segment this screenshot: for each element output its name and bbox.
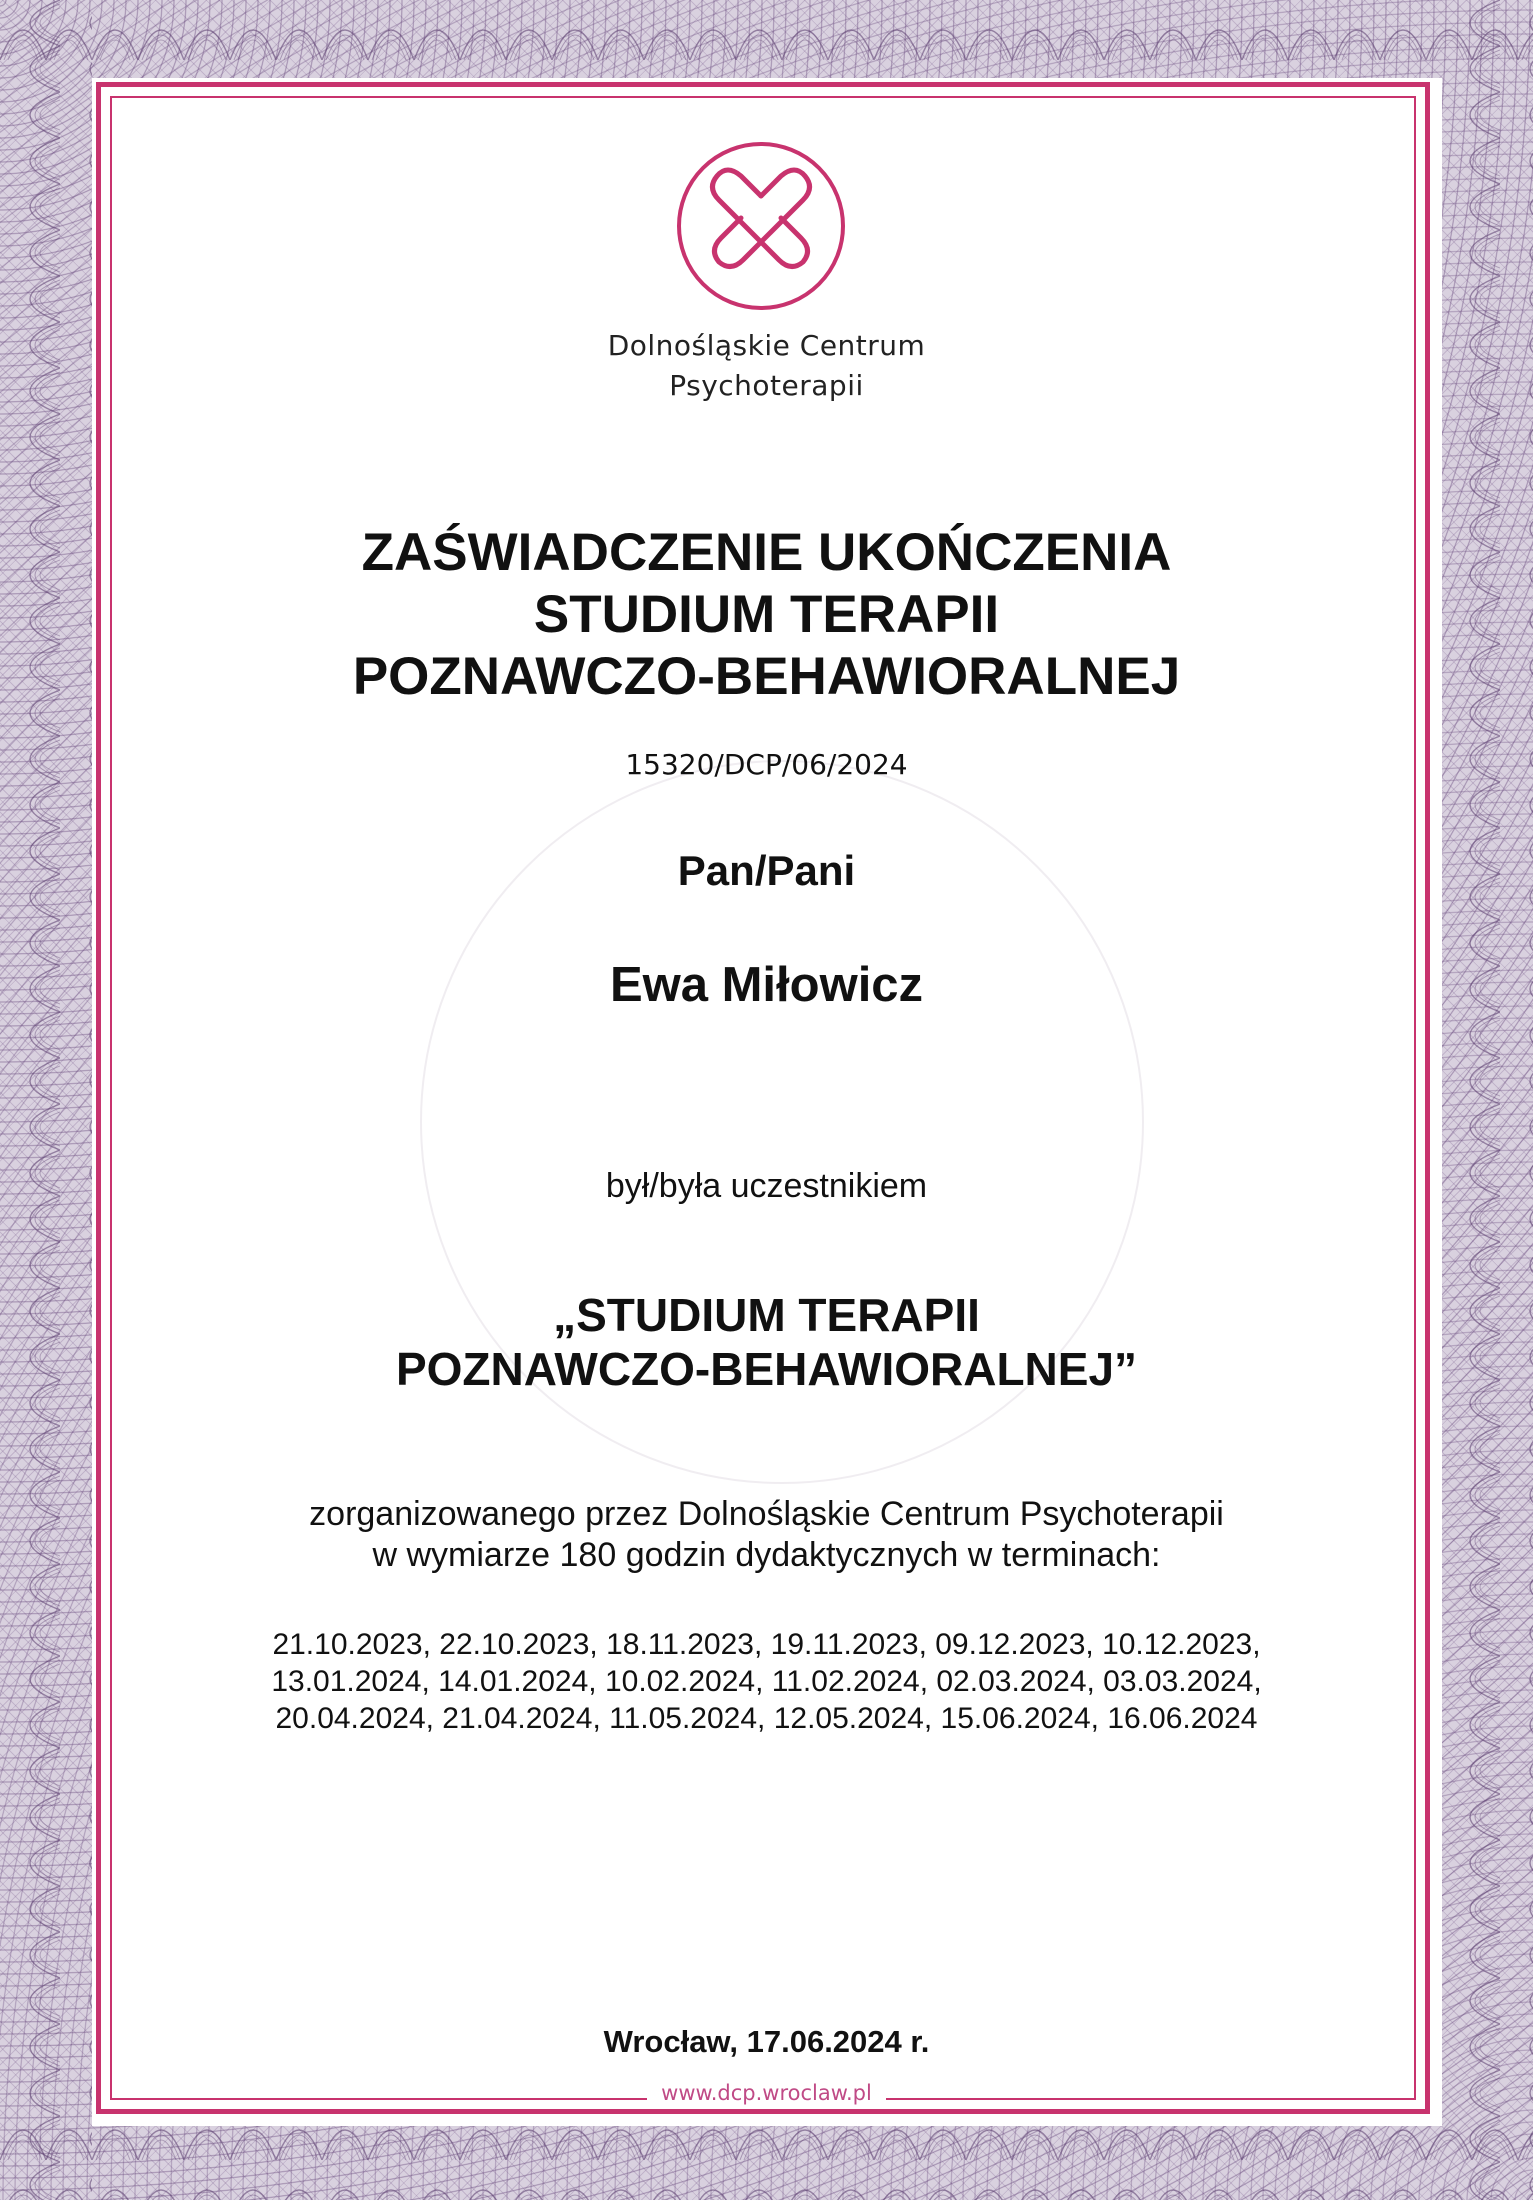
recipient-name: Ewa Miłowicz [609, 958, 924, 1012]
certificate-number: 15320/DCP/06/2024 [625, 748, 908, 781]
participant-text: był/była uczestnikiem [605, 1167, 928, 1205]
organization-name-line2: Psychoterapii [669, 369, 864, 402]
place-and-date: Wrocław, 17.06.2024 r. [603, 2024, 930, 2059]
course-dates-line2: 13.01.2024, 14.01.2024, 10.02.2024, 11.02.2024, 02.03.2024, 03.03.2024, [271, 1665, 1262, 1698]
website-url-text[interactable]: www.dcp.wroclaw.pl [647, 2081, 886, 2105]
certificate-title-line1: ZAŚWIADCZENIE UKOŃCZENIA [361, 523, 1172, 582]
certificate-title [0, 522, 1533, 708]
certificate-title-line3: POZNAWCZO-BEHAWIORALNEJ [352, 647, 1181, 706]
salutation: Pan/Pani [677, 847, 856, 894]
certificate-title-line2: STUDIUM TERAPII [533, 585, 1000, 644]
website-url[interactable] [0, 2081, 1533, 2105]
course-dates [0, 1626, 1533, 1737]
course-dates-line1: 21.10.2023, 22.10.2023, 18.11.2023, 19.11.2023, 09.12.2023, 10.12.2023, [272, 1628, 1261, 1661]
organization-name [0, 326, 1533, 406]
course-dates-line3: 20.04.2024, 21.04.2024, 11.05.2024, 12.05.2024, 15.06.2024, 16.06.2024 [275, 1702, 1258, 1735]
course-name-line1: „STUDIUM TERAPII [553, 1289, 980, 1341]
course-name [0, 1288, 1533, 1396]
organized-by-line1: zorganizowanego przez Dolnośląskie Centrum Psychoterapii [309, 1495, 1224, 1533]
organized-by-line2: w wymiarze 180 godzin dydaktycznych w terminach: [372, 1536, 1161, 1574]
course-name-line2: POZNAWCZO-BEHAWIORALNEJ” [395, 1343, 1138, 1395]
interlocking-heart-knot-logo-icon [675, 140, 847, 312]
organization-name-line1: Dolnośląskie Centrum [607, 329, 926, 362]
organized-by-text [0, 1494, 1533, 1576]
